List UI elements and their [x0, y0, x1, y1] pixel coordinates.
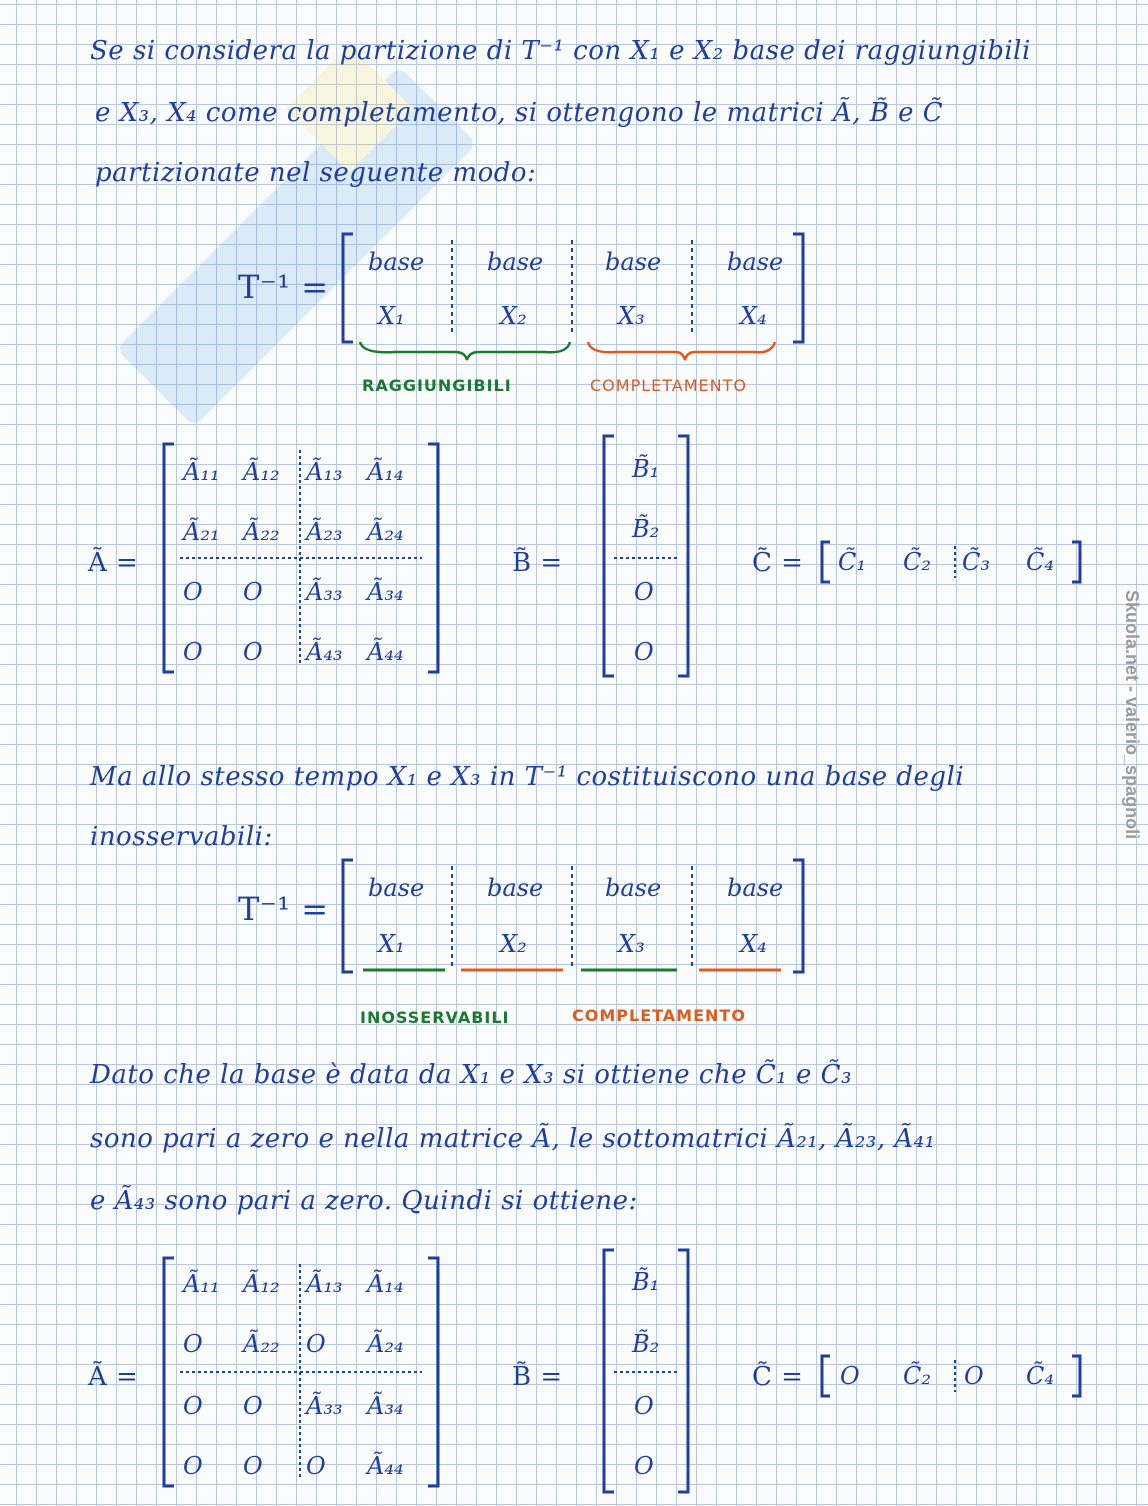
a1-cell: O [183, 638, 203, 666]
intro-line-1: Se si considera la partizione di T⁻¹ con X₁ e X₂ base dei raggiungibili [90, 36, 1031, 66]
b2-cell: B̃₂ [632, 1330, 660, 1358]
group-label-completamento: COMPLETAMENTO [572, 1006, 746, 1025]
a2-cell: Ã₄₄ [367, 1452, 404, 1480]
a2-cell: O [306, 1330, 326, 1358]
middle-line-1: Ma allo stesso tempo X₁ e X₃ in T⁻¹ costituiscono una base degli [90, 762, 965, 792]
b1-cell: B̃₂ [632, 515, 660, 543]
c2-cell: O [840, 1362, 860, 1390]
a1-cell: Ã₃₃ [306, 578, 343, 606]
a2-cell: Ã₁₁ [183, 1270, 220, 1298]
side-credit: Skuola.net - valerio_spagnoli [1122, 590, 1142, 840]
c2-cell: O [964, 1362, 984, 1390]
t-inverse-label: T⁻¹ = [238, 268, 329, 306]
a-matrix-label: Ã = [88, 548, 139, 578]
t1-bottom-cell: X₄ [740, 302, 767, 330]
b2-cell: O [634, 1392, 654, 1420]
t2-top-cell: base [368, 874, 425, 902]
t1-top-cell: base [727, 248, 784, 276]
a1-cell: Ã₂₂ [243, 518, 280, 546]
t2-bottom-cell: X₄ [740, 930, 767, 958]
t2-top-cell: base [487, 874, 544, 902]
b2-cell: O [634, 1452, 654, 1480]
c1-cell: C̃₁ [838, 548, 866, 576]
t2-top-cell: base [727, 874, 784, 902]
t1-top-cell: base [487, 248, 544, 276]
a2-cell: Ã₁₃ [306, 1270, 343, 1298]
a2-cell: Ã₃₄ [367, 1392, 404, 1420]
t-inverse-label: T⁻¹ = [238, 890, 329, 928]
c2-cell: C̃₄ [1026, 1362, 1054, 1390]
b1-cell: O [634, 578, 654, 606]
group-label-completamento: COMPLETAMENTO [590, 376, 747, 395]
a2-cell: O [243, 1392, 263, 1420]
c1-cell: C̃₄ [1026, 548, 1054, 576]
a2-cell: Ã₁₂ [243, 1270, 280, 1298]
a1-cell: O [243, 578, 263, 606]
a1-cell: Ã₃₄ [367, 578, 404, 606]
a2-cell: Ã₁₄ [367, 1270, 404, 1298]
a1-cell: Ã₂₄ [367, 518, 404, 546]
a1-cell: O [183, 578, 203, 606]
t1-bottom-cell: X₃ [618, 302, 645, 330]
a2-cell: O [183, 1392, 203, 1420]
a1-cell: Ã₂₁ [183, 518, 220, 546]
t1-bottom-cell: X₁ [378, 302, 405, 330]
a2-cell: O [306, 1452, 326, 1480]
t1-top-cell: base [368, 248, 425, 276]
closing-line-3: e Ã₄₃ sono pari a zero. Quindi si ottiene: [90, 1186, 638, 1216]
a2-cell: Ã₃₃ [306, 1392, 343, 1420]
a1-cell: Ã₁₃ [306, 458, 343, 486]
a1-cell: O [243, 638, 263, 666]
b2-cell: B̃₁ [632, 1268, 660, 1296]
c-matrix-label: C̃ = [752, 548, 804, 578]
c1-cell: C̃₃ [962, 548, 990, 576]
a1-cell: Ã₁₄ [367, 458, 404, 486]
b-matrix-label: B̃ = [512, 1362, 563, 1392]
t1-top-cell: base [605, 248, 662, 276]
b1-cell: O [634, 638, 654, 666]
a1-cell: Ã₄₄ [367, 638, 404, 666]
a1-cell: Ã₁₁ [183, 458, 220, 486]
a1-cell: Ã₁₂ [243, 458, 280, 486]
closing-line-1: Dato che la base è data da X₁ e X₃ si ottiene che C̃₁ e C̃₃ [90, 1060, 852, 1090]
closing-line-2: sono pari a zero e nella matrice Ã, le sottomatrici Ã₂₁, Ã₂₃, Ã₄₁ [90, 1124, 936, 1154]
middle-line-2: inosservabili: [90, 822, 273, 852]
group-label-inosservabili: INOSSERVABILI [360, 1008, 510, 1027]
c2-cell: C̃₂ [903, 1362, 931, 1390]
a2-cell: O [183, 1330, 203, 1358]
t2-bottom-cell: X₂ [500, 930, 527, 958]
t1-bottom-cell: X₂ [500, 302, 527, 330]
t2-bottom-cell: X₁ [378, 930, 405, 958]
c1-cell: C̃₂ [903, 548, 931, 576]
b1-cell: B̃₁ [632, 455, 660, 483]
intro-line-2: e X₃, X₄ come completamento, si ottengono le matrici Ã, B̃ e C̃ [95, 98, 944, 128]
group-braces [355, 338, 795, 368]
a-matrix-label: Ã = [88, 1362, 139, 1392]
a2-cell: O [183, 1452, 203, 1480]
t2-top-cell: base [605, 874, 662, 902]
intro-line-3: partizionate nel seguente modo: [95, 158, 537, 188]
a1-cell: Ã₂₃ [306, 518, 343, 546]
a2-cell: Ã₂₄ [367, 1330, 404, 1358]
t2-bottom-cell: X₃ [618, 930, 645, 958]
a2-cell: O [243, 1452, 263, 1480]
b-matrix-label: B̃ = [512, 548, 563, 578]
a1-cell: Ã₄₃ [306, 638, 343, 666]
a2-cell: Ã₂₂ [243, 1330, 280, 1358]
c-matrix-label: C̃ = [752, 1362, 804, 1392]
group-label-raggiungibili: RAGGIUNGIBILI [362, 376, 512, 395]
